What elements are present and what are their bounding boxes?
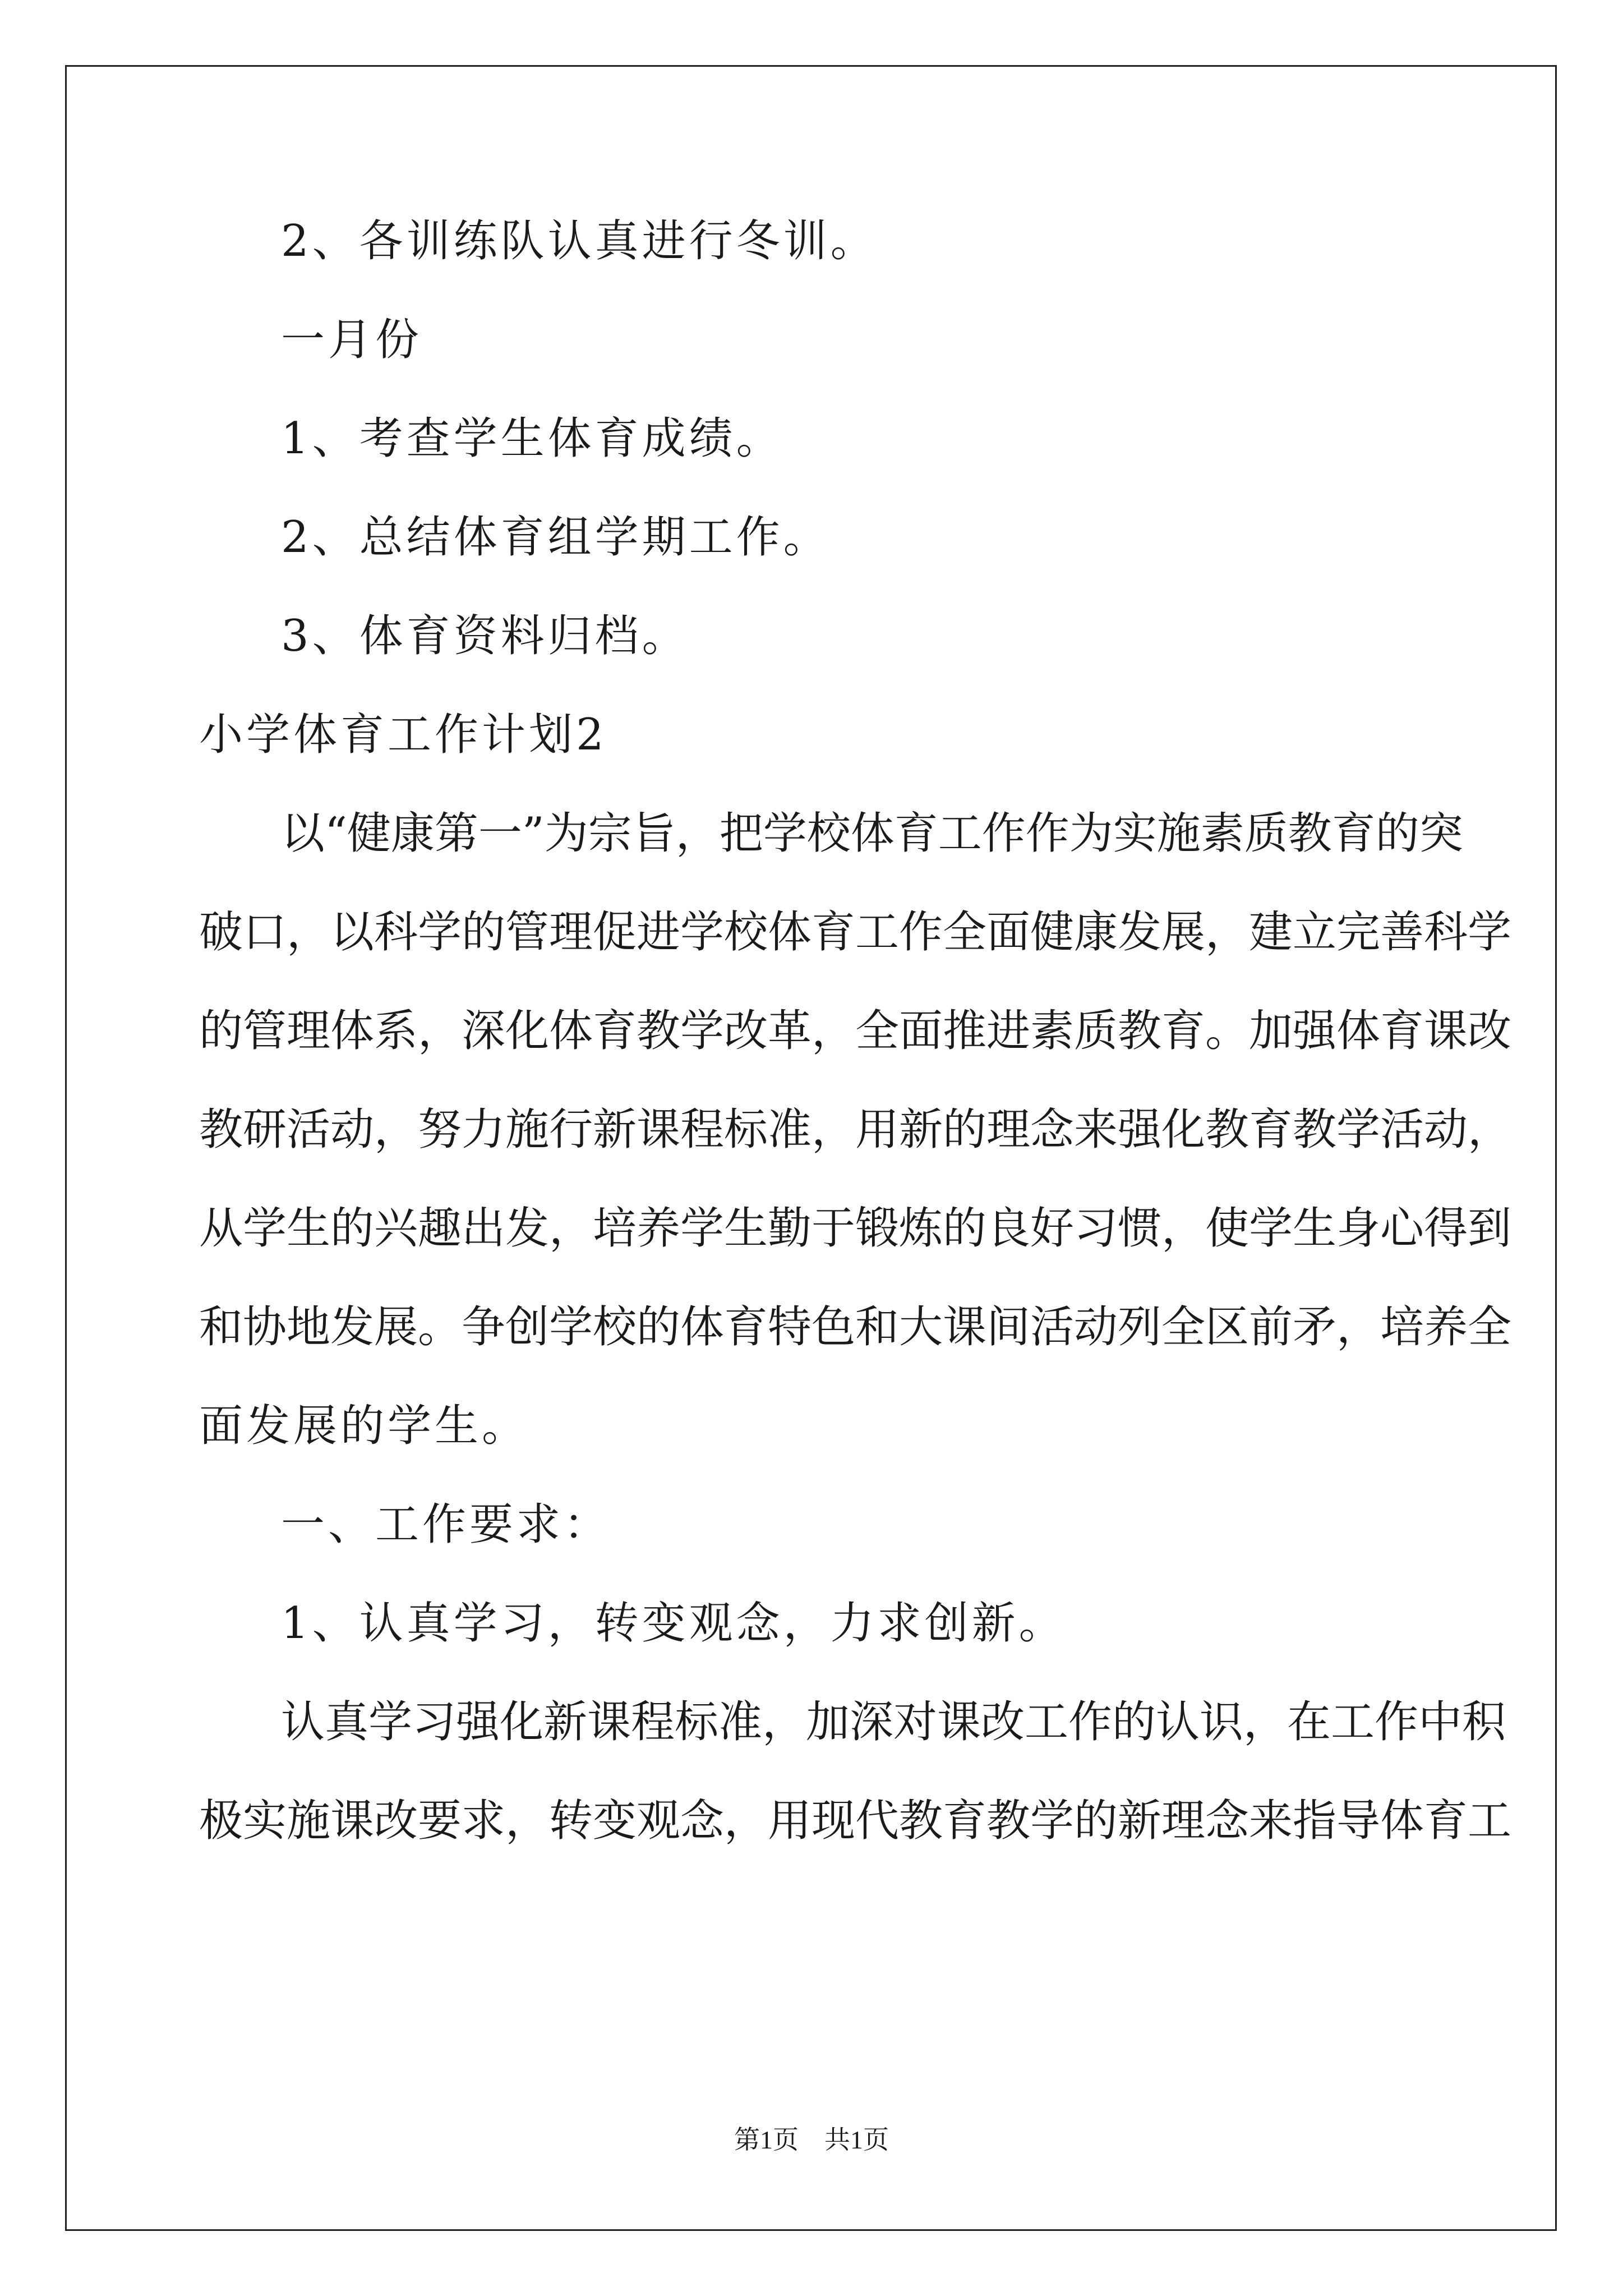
paragraph-line: 面发展的学生。 (199, 1401, 529, 1451)
paragraph-line: 教研活动，努力施行新课程标准，用新的理念来强化教育教学活动， (199, 1105, 1512, 1155)
section-heading: 一、工作要求： (281, 1499, 611, 1550)
document-title: 小学体育工作计划2 (199, 710, 607, 760)
paragraph-line: 的管理体系，深化体育教学改革，全面推进素质教育。加强体育课改 (199, 1006, 1512, 1056)
paragraph-line: 1、考查学生体育成绩。 (281, 413, 783, 464)
page-footer (0, 2119, 1623, 2156)
paragraph-line: 和协地发展。争创学校的体育特色和大课间活动列全区前矛，培养全 (199, 1302, 1512, 1352)
paragraph-line: 3、体育资料归档。 (281, 611, 689, 661)
paragraph-line: 从学生的兴趣出发，培养学生勤于锻炼的良好习惯，使学生身心得到 (199, 1203, 1512, 1254)
page-total: 共1页 (824, 2125, 889, 2154)
paragraph-line: 2、各训练队认真进行冬训。 (281, 216, 878, 266)
paragraph-line: 1、认真学习，转变观念，力求创新。 (281, 1598, 1066, 1649)
paragraph-line: 破口，以科学的管理促进学校体育工作全面健康发展，建立完善科学 (199, 907, 1512, 958)
paragraph-line: 2、总结体育组学期工作。 (281, 512, 831, 563)
paragraph-line: 认真学习强化新课程标准，加深对课改工作的认识，在工作中积 (281, 1697, 1506, 1747)
paragraph-line: 极实施课改要求，转变观念，用现代教育教学的新理念来指导体育工 (199, 1796, 1512, 1846)
paragraph-line: 以“健康第一”为宗旨，把学校体育工作作为实施素质教育的突 (281, 808, 1463, 859)
page-number: 第1页 (734, 2125, 799, 2154)
section-heading: 一月份 (281, 315, 423, 365)
